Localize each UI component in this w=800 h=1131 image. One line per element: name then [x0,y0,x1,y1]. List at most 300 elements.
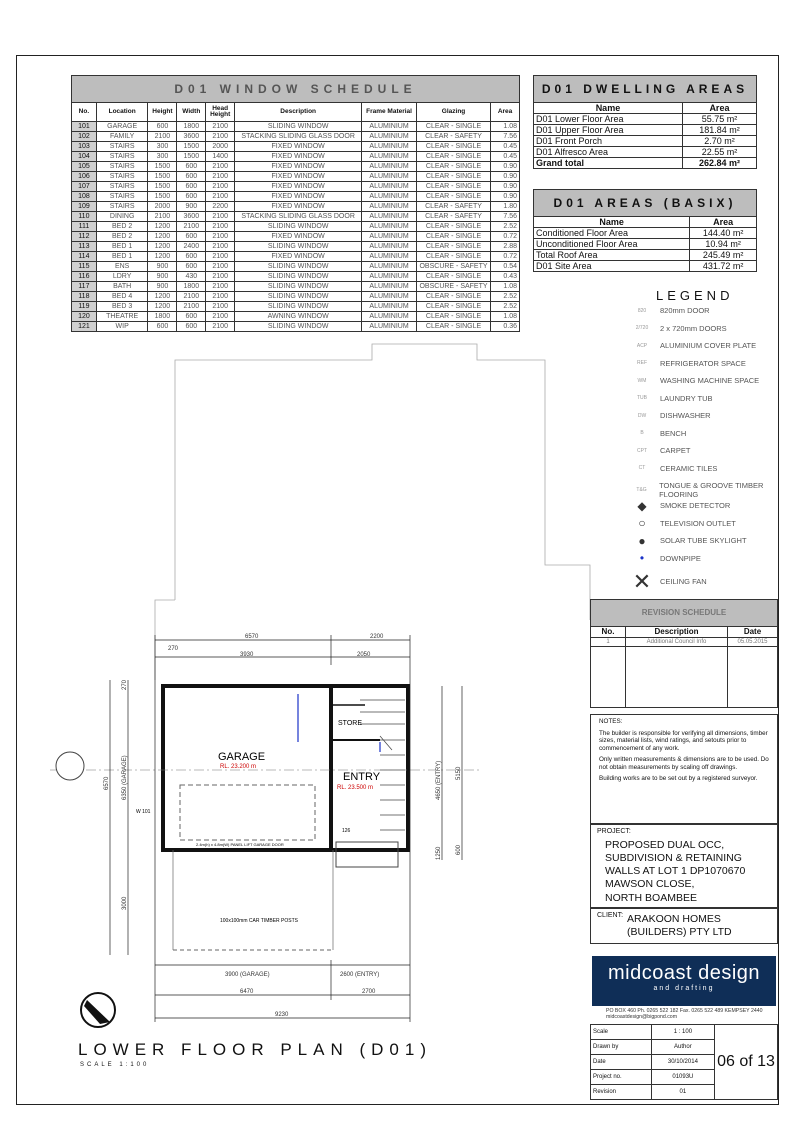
drawn-by-value: Author [651,1040,714,1055]
table-cell: 2100 [206,232,235,242]
legend-label: SMOKE DETECTOR [660,501,731,510]
table-cell: 118 [72,292,97,302]
project-line: NORTH BOAMBEE [605,891,697,904]
table-cell: 106 [72,172,97,182]
table-cell: 1800 [177,122,206,132]
table-cell: STACKING SLIDING GLASS DOOR [235,132,362,142]
dwelling-areas-header-name: Name [534,103,683,114]
table-cell: 114 [72,252,97,262]
table-cell: 600 [177,262,206,272]
note-2: Only written measurements & dimensions are to be used. Do not obtain measurements by scaling off drawings. [599,756,769,771]
table-cell: ALUMINIUM [362,192,417,202]
dim-right-entry: 4650 (ENTRY) [436,760,442,800]
tv-outlet-icon: ○ [638,516,646,530]
table-cell: 0.45 [491,152,520,162]
area-name: D01 Lower Floor Area [534,114,683,125]
table-cell: 1200 [148,232,177,242]
table-cell: 1.80 [491,202,520,212]
dim-bottom-a: 6470 [240,989,254,995]
table-cell: ALUMINIUM [362,272,417,282]
dim-left-extra: 6570 [104,776,110,790]
dim-top-overall: 6570 [245,634,259,640]
table-cell: SLIDING WINDOW [235,122,362,132]
door-number: 126 [342,828,351,834]
table-cell: 1800 [177,282,206,292]
table-cell: 102 [72,132,97,142]
table-cell: CLEAR - SINGLE [416,272,490,282]
legend-label: SOLAR TUBE SKYLIGHT [660,536,747,545]
legend-label: WASHING MACHINE SPACE [660,376,760,385]
window-schedule-title: D01 WINDOW SCHEDULE [72,76,520,103]
legend-label: CARPET [660,446,691,455]
window-schedule-header-cell: Frame Material [362,103,417,122]
table-cell: 2100 [206,302,235,312]
legend-symbol: T&G [636,487,647,493]
table-cell: 1.08 [491,312,520,322]
revision-header-no: No. [591,627,626,638]
table-cell: 0.72 [491,232,520,242]
revision-header-description: Description [626,627,728,638]
table-cell: 300 [148,152,177,162]
basix-header-name: Name [534,217,690,228]
table-cell: BED 3 [96,302,148,312]
table-cell: BED 1 [96,242,148,252]
table-cell: AWNING WINDOW [235,312,362,322]
area-name: Total Roof Area [534,250,690,261]
dim-left-bottom: 3000 [122,896,128,910]
table-cell: CLEAR - SINGLE [416,322,490,332]
table-cell: THEATRE [96,312,148,322]
table-cell: 900 [148,262,177,272]
table-cell: 108 [72,192,97,202]
legend-label: 2 x 720mm DOORS [660,323,727,333]
title-block-table [590,1024,778,1100]
table-cell: 430 [177,272,206,282]
table-cell: FIXED WINDOW [235,232,362,242]
legend-symbol: 820 [637,307,647,314]
area-value: 2.70 m² [682,136,756,147]
legend-label: ALUMINIUM COVER PLATE [660,341,757,350]
table-cell: 116 [72,272,97,282]
area-value: 245.49 m² [690,250,757,261]
revision-value: 01 [651,1085,714,1100]
project-line: SUBDIVISION & RETAINING [605,852,742,865]
window-schedule-header-cell: Head Height [206,103,235,122]
client-label: CLIENT: [597,912,624,919]
project-panel [590,824,778,908]
table-cell: ALUMINIUM [362,252,417,262]
table-cell: CLEAR - SINGLE [416,292,490,302]
table-cell: 600 [177,252,206,262]
legend-label: CERAMIC TILES [660,463,718,473]
table-cell: 109 [72,202,97,212]
table-cell: STAIRS [96,172,148,182]
table-cell: 117 [72,282,97,292]
table-cell: CLEAR - SAFETY [416,212,490,222]
table-cell: 1200 [148,302,177,312]
legend-symbol: DW [637,412,647,419]
legend-symbol: REF [637,360,647,366]
table-cell: 2100 [206,162,235,172]
area-name: D01 Site Area [534,261,690,272]
table-cell: ALUMINIUM [362,262,417,272]
legend-label: TONGUE & GROOVE TIMBER FLOORING [659,481,764,499]
table-cell: 600 [177,192,206,202]
window-tag: W 101 [136,809,151,815]
table-cell: 2400 [177,242,206,252]
client-line: (BUILDERS) PTY LTD [627,926,732,939]
note-3: Building works are to be set out by a registered surveyor. [599,775,758,783]
table-cell: 2100 [177,292,206,302]
logo-name: midcoast design [607,962,761,984]
table-cell: 107 [72,182,97,192]
table-cell: ALUMINIUM [362,142,417,152]
area-name: D01 Front Porch [534,136,683,147]
legend-label: LAUNDRY TUB [660,393,713,403]
table-cell: 1200 [148,252,177,262]
table-cell: ALUMINIUM [362,152,417,162]
dwelling-areas-title: D01 DWELLING AREAS [534,76,757,103]
table-cell: 7.56 [491,132,520,142]
dim-right-b: 600 [456,844,462,855]
dim-top-right: 2200 [370,634,384,640]
project-no-value: 01093U [651,1070,714,1085]
table-cell: 600 [177,182,206,192]
table-cell: CLEAR - SINGLE [416,152,490,162]
table-cell: 1.08 [491,282,520,292]
table-cell: 900 [148,272,177,282]
table-cell: FIXED WINDOW [235,192,362,202]
table-cell: STAIRS [96,142,148,152]
table-cell: ALUMINIUM [362,302,417,312]
table-cell: 2.52 [491,292,520,302]
table-cell: ALUMINIUM [362,202,417,212]
table-cell: ENS [96,262,148,272]
table-cell: FIXED WINDOW [235,182,362,192]
company-address: PO BOX 460 Ph. 0265 522 182 Fax. 0265 522 489 KEMPSEY 2440 midcoastdesign@bigpond.com [606,1008,763,1021]
table-cell: FIXED WINDOW [235,252,362,262]
table-cell: STAIRS [96,192,148,202]
legend-symbol: WM [637,377,647,384]
table-cell: CLEAR - SINGLE [416,162,490,172]
dim-bottom-garage: 3900 (GARAGE) [225,972,270,978]
legend-label: DISHWASHER [660,411,711,420]
window-schedule-header-cell: Location [96,103,148,122]
drawn-by-label: Drawn by [591,1040,652,1055]
revision-no: 1 [591,638,626,647]
table-cell: 2100 [148,132,177,142]
legend-symbol: TUB [637,395,647,401]
table-cell: 2100 [206,312,235,322]
table-cell: ALUMINIUM [362,182,417,192]
table-cell: 0.45 [491,142,520,152]
table-cell: SLIDING WINDOW [235,282,362,292]
table-cell: STACKING SLIDING GLASS DOOR [235,212,362,222]
staircase [360,700,405,830]
basix-areas-title: D01 AREAS (BASIX) [534,190,757,217]
table-cell: BATH [96,282,148,292]
smoke-detector-icon: ◆ [637,498,647,513]
room-label-store: STORE [338,720,362,727]
table-cell: 1500 [148,172,177,182]
table-cell: WIP [96,322,148,332]
table-cell: SLIDING WINDOW [235,242,362,252]
table-cell: ALUMINIUM [362,292,417,302]
area-name: D01 Upper Floor Area [534,125,683,136]
legend-symbol: CPT [637,447,647,454]
table-cell: 1500 [177,142,206,152]
area-value: 431.72 m² [690,261,757,272]
table-cell: FIXED WINDOW [235,202,362,212]
room-label-entry: ENTRY [343,771,381,783]
table-cell: FIXED WINDOW [235,152,362,162]
table-cell: 2100 [206,252,235,262]
dim-bottom-overall: 9230 [275,1012,289,1018]
revision-label: Revision [591,1085,652,1100]
table-cell: ALUMINIUM [362,282,417,292]
garage-door-dashed [180,785,315,840]
table-cell: 0.72 [491,252,520,262]
grand-total-value: 262.84 m² [682,158,756,169]
table-cell: 1500 [148,162,177,172]
legend-label: REFRIGERATOR SPACE [660,358,746,368]
table-cell: SLIDING WINDOW [235,262,362,272]
table-cell: CLEAR - SINGLE [416,302,490,312]
table-cell: 1.08 [491,122,520,132]
table-cell: STAIRS [96,202,148,212]
table-cell: 115 [72,262,97,272]
table-cell: CLEAR - SAFETY [416,132,490,142]
dim-second-right: 2050 [357,652,371,658]
table-cell: ALUMINIUM [362,232,417,242]
table-cell: 600 [177,232,206,242]
table-cell: 101 [72,122,97,132]
area-name: D01 Alfresco Area [534,147,683,158]
table-cell: SLIDING WINDOW [235,322,362,332]
table-cell: 1400 [206,152,235,162]
area-value: 10.94 m² [690,239,757,250]
table-cell: 600 [148,322,177,332]
table-cell: 2000 [148,202,177,212]
area-value: 22.55 m² [682,147,756,158]
table-cell: 0.54 [491,262,520,272]
table-cell: 1800 [148,312,177,322]
legend-symbol: 2/720 [635,325,649,331]
dim-bottom-b: 2700 [362,989,376,995]
table-cell: 7.56 [491,212,520,222]
table-cell: 2100 [177,302,206,312]
table-cell: BED 2 [96,232,148,242]
table-cell: CLEAR - SINGLE [416,232,490,242]
legend-label: TELEVISION OUTLET [660,518,736,528]
table-cell: OBSCURE - SAFETY [416,262,490,272]
window-schedule-header-cell: Height [148,103,177,122]
table-cell: SLIDING WINDOW [235,292,362,302]
table-cell: 2100 [206,222,235,232]
date-label: Date [591,1055,652,1070]
table-cell: STAIRS [96,182,148,192]
downpipe-icon: • [639,551,645,565]
logo-tagline: and drafting [653,985,715,992]
table-cell: SLIDING WINDOW [235,272,362,282]
table-cell: BED 4 [96,292,148,302]
table-cell: 0.90 [491,182,520,192]
drawing-scale: SCALE 1:100 [80,1062,150,1068]
table-cell: 600 [177,172,206,182]
table-cell: SLIDING WINDOW [235,302,362,312]
dim-bottom-entry: 2600 (ENTRY) [340,972,380,978]
table-cell: 105 [72,162,97,172]
table-cell: 111 [72,222,97,232]
table-cell: ALUMINIUM [362,132,417,142]
table-cell: 3600 [177,132,206,142]
legend-label: DOWNPIPE [660,553,701,563]
project-line: WALLS AT LOT 1 DP1070670 [605,865,746,878]
table-cell: 2100 [206,262,235,272]
table-cell: ALUMINIUM [362,122,417,132]
dim-left-garage: 6350 (GARAGE) [122,755,128,800]
dwelling-areas-header-area: Area [682,103,756,114]
table-cell: 2.52 [491,222,520,232]
table-cell: 2100 [206,122,235,132]
area-name: Unconditioned Floor Area [534,239,690,250]
table-cell: CLEAR - SINGLE [416,312,490,322]
north-arrow-icon [81,993,115,1027]
window-schedule-header-cell: Area [491,103,520,122]
table-cell: 2100 [206,242,235,252]
table-cell: 2100 [206,132,235,142]
table-cell: BED 1 [96,252,148,262]
table-cell: CLEAR - SINGLE [416,242,490,252]
area-name: Conditioned Floor Area [534,228,690,239]
scale-value: 1 : 100 [651,1025,714,1040]
legend-symbol: ACP [636,342,648,349]
table-cell: 1500 [177,152,206,162]
table-cell: 119 [72,302,97,312]
table-cell: LDRY [96,272,148,282]
table-cell: 2200 [206,202,235,212]
project-label: PROJECT: [597,828,631,835]
legend-label: BENCH [660,428,687,438]
table-cell: FIXED WINDOW [235,172,362,182]
table-cell: SLIDING WINDOW [235,222,362,232]
table-cell: CLEAR - SINGLE [416,122,490,132]
window-schedule-header-cell: Width [177,103,206,122]
table-cell: 2100 [148,212,177,222]
entry-walls [331,686,408,850]
drawing-title: LOWER FLOOR PLAN (D01) [78,1040,432,1059]
scale-label: Scale [591,1025,652,1040]
skylight-icon: ● [638,533,646,548]
table-cell: 1500 [148,182,177,192]
ceiling-fan-icon: ✕ [632,568,652,594]
table-cell: 2.88 [491,242,520,252]
basix-header-area: Area [690,217,757,228]
table-cell: 600 [177,312,206,322]
table-cell: 110 [72,212,97,222]
table-cell: 1500 [148,192,177,202]
table-cell: 113 [72,242,97,252]
posts-note: 100x100mm CAR TIMBER POSTS [220,918,298,924]
table-cell: 121 [72,322,97,332]
porch-pad [336,842,398,867]
table-cell: 1200 [148,222,177,232]
window-schedule-header-cell: Description [235,103,362,122]
table-cell: ALUMINIUM [362,162,417,172]
window-schedule-header-cell: Glazing [416,103,490,122]
revision-header-date: Date [728,627,778,638]
legend-symbol: CT [638,465,646,471]
project-line: MAWSON CLOSE, [605,878,695,891]
room-label-garage: GARAGE [218,751,266,763]
table-cell: 120 [72,312,97,322]
table-cell: 600 [177,162,206,172]
table-cell: ALUMINIUM [362,172,417,182]
dim-top-small: 270 [168,646,179,652]
table-cell: 0.90 [491,172,520,182]
table-cell: ALUMINIUM [362,212,417,222]
revision-schedule-title: REVISION SCHEDULE [591,600,778,627]
revision-description: Additional Council Info [626,638,728,647]
legend-label: 820mm DOOR [660,306,710,315]
garage-door-note: 2.4m(h) x 4.8m(W) PANEL LIFT GARAGE DOOR [196,842,284,847]
table-cell: 2100 [206,192,235,202]
table-cell: FAMILY [96,132,148,142]
project-line: PROPOSED DUAL OCC, [605,839,725,851]
table-cell: CLEAR - SINGLE [416,252,490,262]
table-cell: 0.90 [491,192,520,202]
legend-title: LEGEND [656,288,734,303]
table-cell: 900 [177,202,206,212]
dim-right-a: 1250 [436,846,442,860]
table-cell: STAIRS [96,162,148,172]
garage-rl: RL. 23.200 m [220,764,257,770]
upper-floor-outline [175,344,590,620]
table-cell: 1200 [148,292,177,302]
notes-panel [590,714,778,824]
table-cell: 900 [148,282,177,292]
revision-date: 05.05.2015 [728,638,778,647]
area-value: 144.40 m² [690,228,757,239]
entry-rl: RL. 23.500 m [337,785,374,791]
table-cell: 2100 [206,272,235,282]
table-cell: 2100 [206,322,235,332]
legend-label: CEILING FAN [660,577,707,586]
date-value: 30/10/2014 [651,1055,714,1070]
table-cell: ALUMINIUM [362,222,417,232]
dim-second-left: 3930 [240,652,254,658]
table-cell: 0.36 [491,322,520,332]
table-cell: 2.52 [491,302,520,312]
table-cell: FIXED WINDOW [235,142,362,152]
table-cell: 2100 [206,282,235,292]
dim-right-overall: 5150 [456,766,462,780]
table-cell: FIXED WINDOW [235,162,362,172]
client-line: ARAKOON HOMES [627,913,721,925]
table-cell: 0.90 [491,162,520,172]
table-cell: CLEAR - SINGLE [416,192,490,202]
table-cell: GARAGE [96,122,148,132]
table-cell: 600 [148,122,177,132]
table-cell: BED 2 [96,222,148,232]
table-cell: CLEAR - SINGLE [416,172,490,182]
table-cell: CLEAR - SAFETY [416,202,490,212]
table-cell: 2000 [206,142,235,152]
section-marker [56,752,84,780]
area-value: 55.75 m² [682,114,756,125]
table-cell: 103 [72,142,97,152]
table-cell: ALUMINIUM [362,242,417,252]
